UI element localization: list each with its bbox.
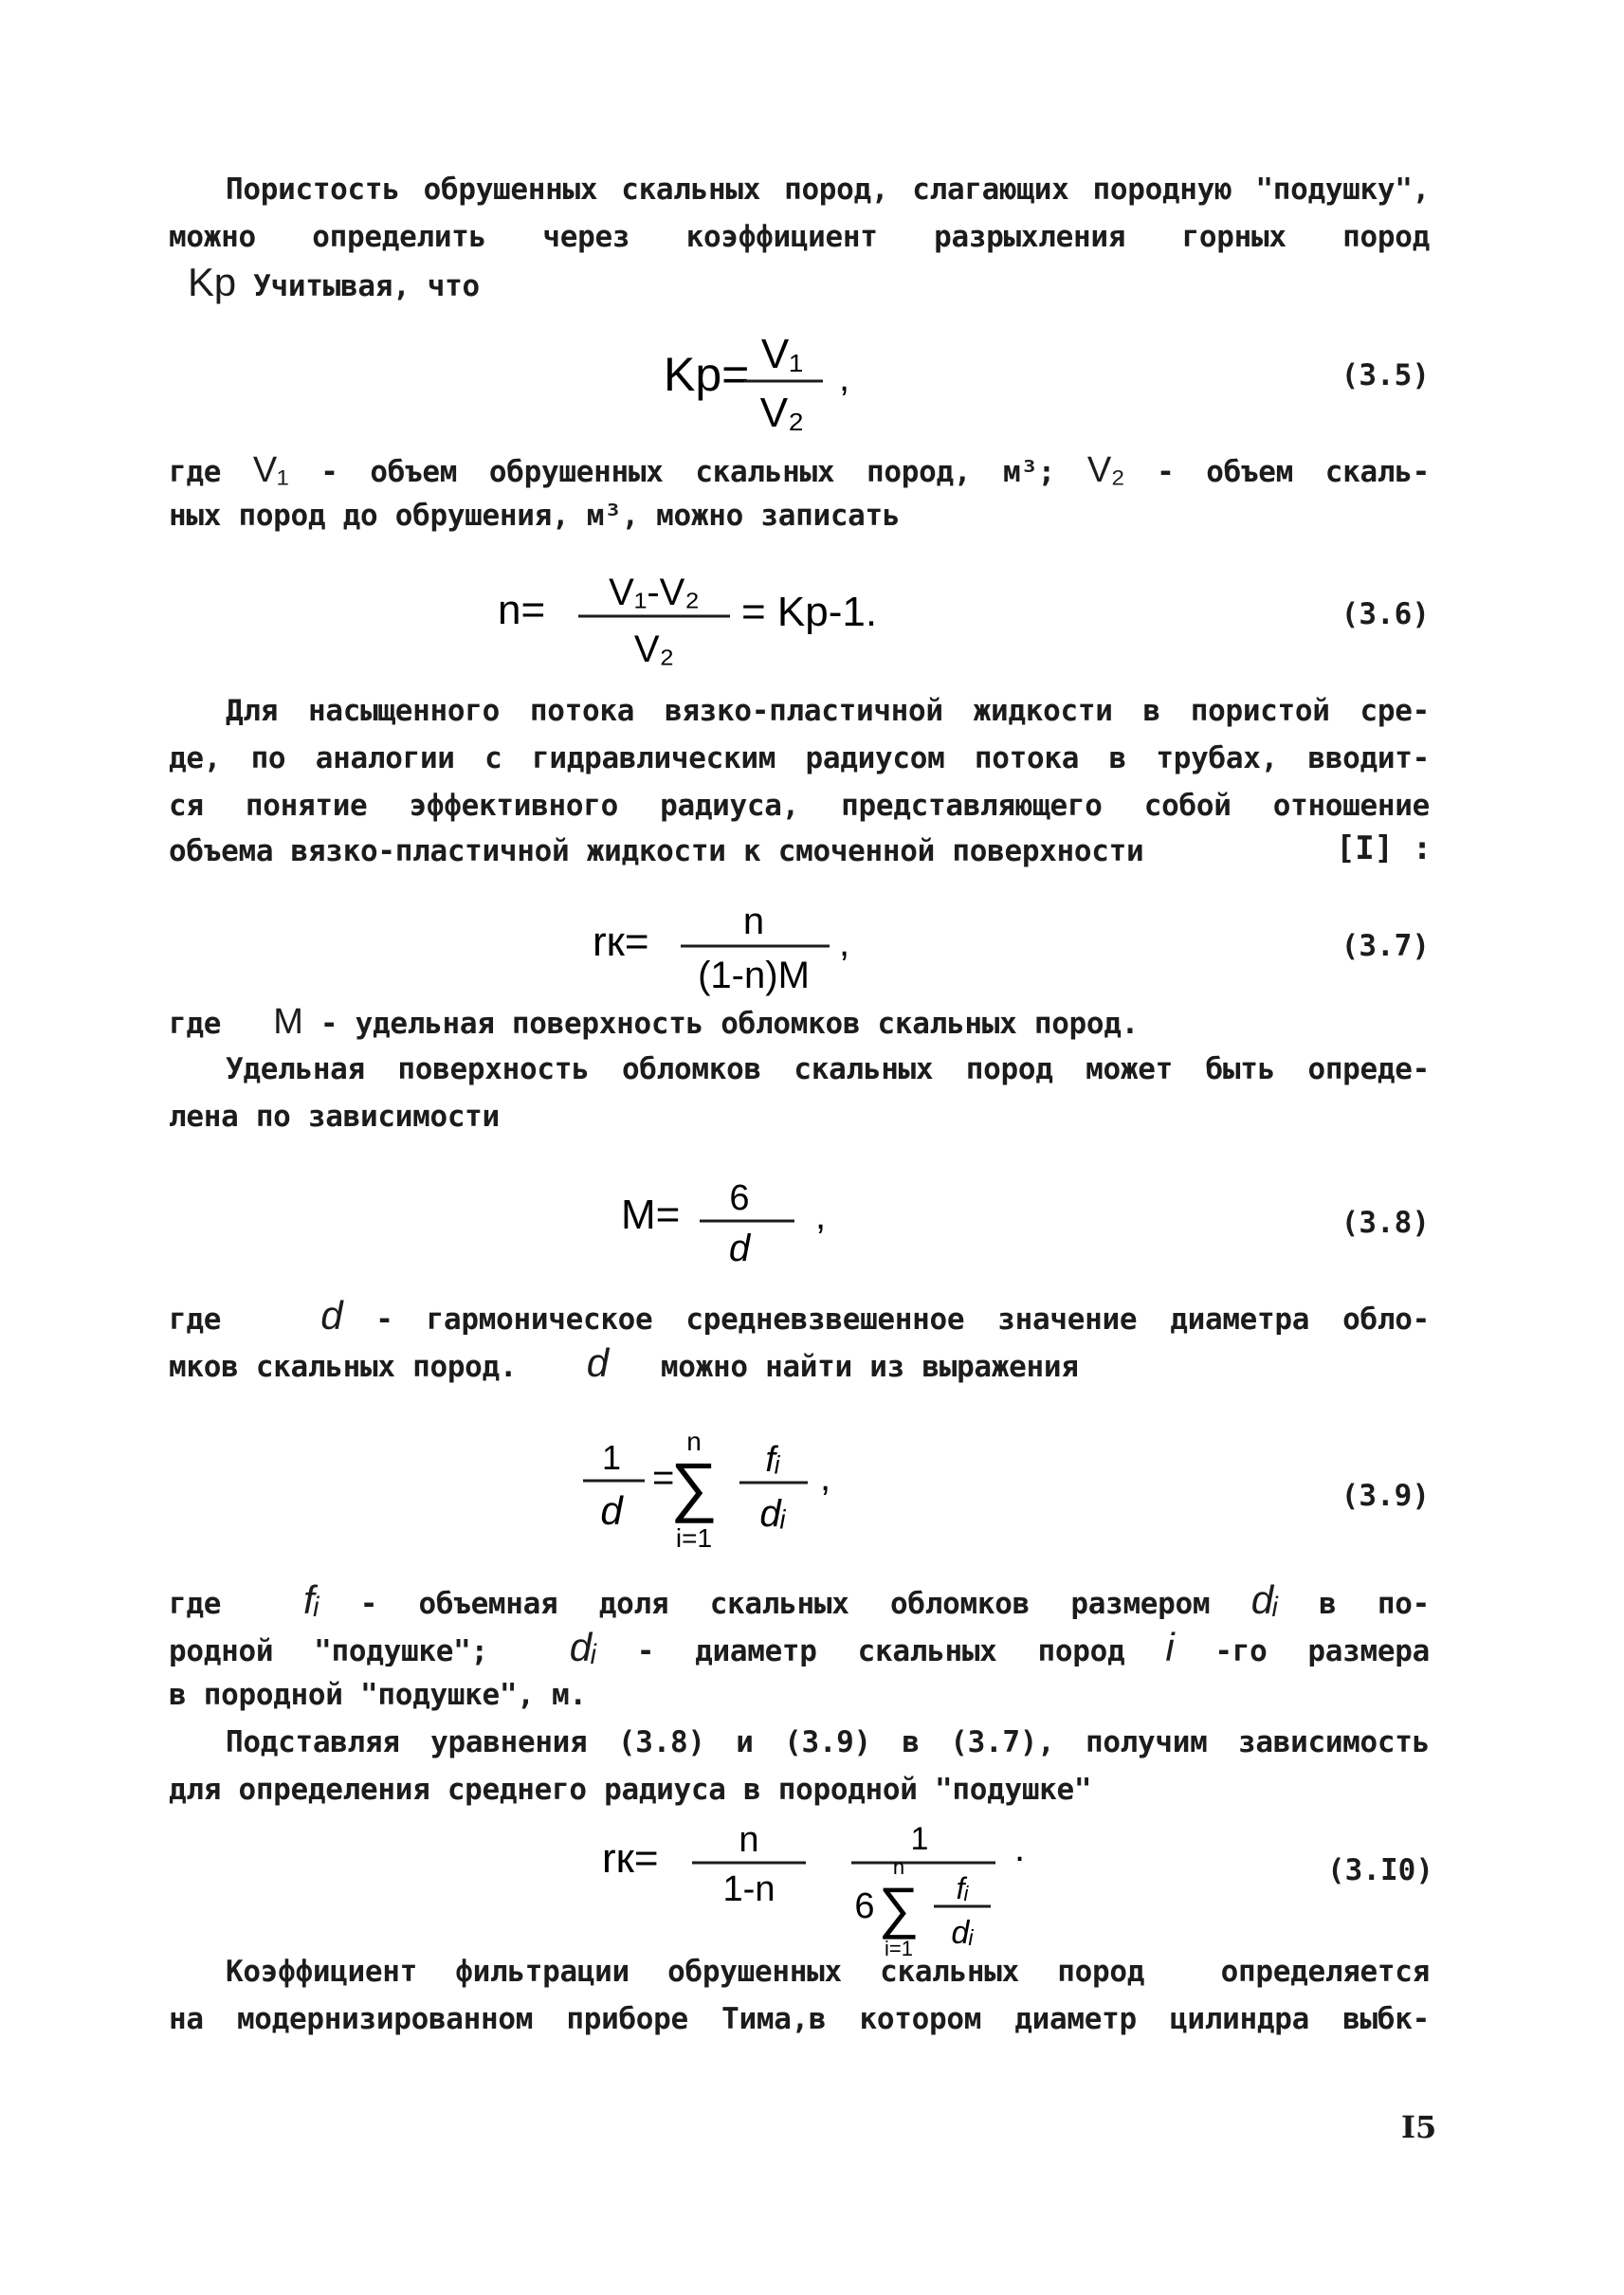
text-line: Коэффициент фильтрации обрушенных скальных пород определяется (226, 1955, 1430, 1989)
eq-lhs: Kр= (664, 348, 750, 401)
eq-denominator: V₂ (633, 628, 675, 670)
text-line: ся понятие эффективного радиуса, представляющего собой отношение (169, 789, 1430, 823)
equation-3-9 (569, 1422, 967, 1583)
text-line: можно определить через коэффициент разрыхления горных пород (169, 220, 1430, 254)
eq-lhs: rк= (593, 919, 649, 965)
eq-tail: , (839, 357, 850, 399)
eq-numerator: 6 (729, 1178, 750, 1218)
equation-3-6 (493, 557, 939, 681)
text-line: Для насыщенного потока вязко-пластичной жидкости в пористой сре- (226, 694, 1430, 728)
symbol-kp: Kр (188, 264, 236, 304)
text: Учитывая, что (253, 269, 480, 303)
eq-lhs: n= (498, 587, 546, 633)
eq-den2-den: dᵢ (951, 1915, 974, 1951)
sum-sign: ∑ (878, 1876, 920, 1940)
equation-number: (3.8) (1341, 1206, 1430, 1240)
eq-num1: n (739, 1820, 759, 1860)
equation-number: (3.9) (1341, 1479, 1430, 1513)
sum-lower: i=1 (675, 1523, 713, 1553)
page-number: I5 (1401, 2109, 1437, 2145)
eq-denominator: d (728, 1228, 751, 1269)
eq-tail: . (1014, 1828, 1026, 1869)
text-line: где d - гармоническое средневзвешенное значение диаметра обло- (169, 1297, 1430, 1335)
text-line: объема вязко-пластичной жидкости к смоченной поверхности (169, 834, 1144, 868)
eq-lhs: M= (621, 1192, 681, 1238)
eq-lhs: rк= (602, 1835, 659, 1882)
eq-sign: = (652, 1457, 675, 1499)
eq-den2: dᵢ (759, 1493, 786, 1535)
sum-upper: n (892, 1855, 905, 1879)
text-line: на модернизированном приборе Тима,в котором диаметр цилиндра выбк- (169, 2002, 1430, 2036)
eq-den2-coef: 6 (854, 1886, 875, 1926)
eq-den1: d (600, 1488, 623, 1533)
equation-3-8 (616, 1164, 863, 1278)
text-line: где V₁ - объем обрушенных скальных пород, м³; V₂ - объем скаль- (169, 451, 1430, 489)
eq-denominator: V₂ (759, 390, 805, 436)
text-line: для определения среднего радиуса в породной "подушке" (169, 1773, 1092, 1807)
equation-3-10 (597, 1806, 1090, 1967)
sum-upper: n (686, 1427, 702, 1456)
text-line: де, по аналогии с гидравлическим радиусом потока в трубах, вводит- (169, 741, 1430, 775)
text-line: Подставляя уравнения (3.8) и (3.9) в (3.7), получим зависимость (226, 1725, 1430, 1759)
equation-3-7 (588, 891, 910, 1005)
text-line: Удельная поверхность обломков скальных пород может быть опреде- (226, 1052, 1430, 1086)
text-line: Пористость обрушенных скальных пород, слагающих породную "подушку", (226, 173, 1430, 207)
eq-tail: , (820, 1457, 831, 1499)
equation-number: (3.6) (1341, 597, 1430, 631)
text-line (188, 264, 1449, 305)
equation-3-5 (654, 322, 901, 446)
eq-numerator: V₁ (760, 331, 804, 377)
eq-num1: 1 (601, 1438, 622, 1477)
equation-number: (3.5) (1341, 358, 1430, 392)
eq-num2: 1 (910, 1821, 929, 1857)
eq-tail: = Kр-1. (741, 589, 878, 635)
text-line: где fᵢ - объемная доля скальных обломков размером dᵢ в по- (169, 1581, 1430, 1619)
sum-sign: ∑ (670, 1449, 718, 1523)
sum-lower: i=1 (885, 1937, 913, 1960)
eq-denominator: (1-n)M (698, 955, 810, 996)
equation-number: (3.7) (1341, 929, 1430, 963)
eq-num2: fᵢ (765, 1440, 780, 1480)
text-line: ных пород до обрушения, м³, можно записать (169, 499, 901, 533)
eq-numerator: V₁-V₂ (609, 572, 700, 613)
citation-ref: [I] : (1336, 829, 1432, 867)
eq-den2-num: fᵢ (956, 1871, 969, 1905)
text-line: родной "подушке"; dᵢ - диаметр скальных пород i -го размера (169, 1629, 1430, 1667)
equation-number: (3.I0) (1327, 1853, 1433, 1887)
eq-den1: 1-n (722, 1869, 776, 1909)
eq-tail: , (815, 1195, 827, 1237)
eq-numerator: n (742, 901, 765, 942)
text-line: лена по зависимости (169, 1100, 500, 1134)
text-line: в породной "подушке", м. (169, 1678, 587, 1712)
text-line: мков скальных пород. d можно найти из выражения (169, 1344, 1079, 1385)
eq-tail: , (839, 922, 850, 964)
text-line: где M - удельная поверхность обломков скальных пород. (169, 1003, 1140, 1042)
